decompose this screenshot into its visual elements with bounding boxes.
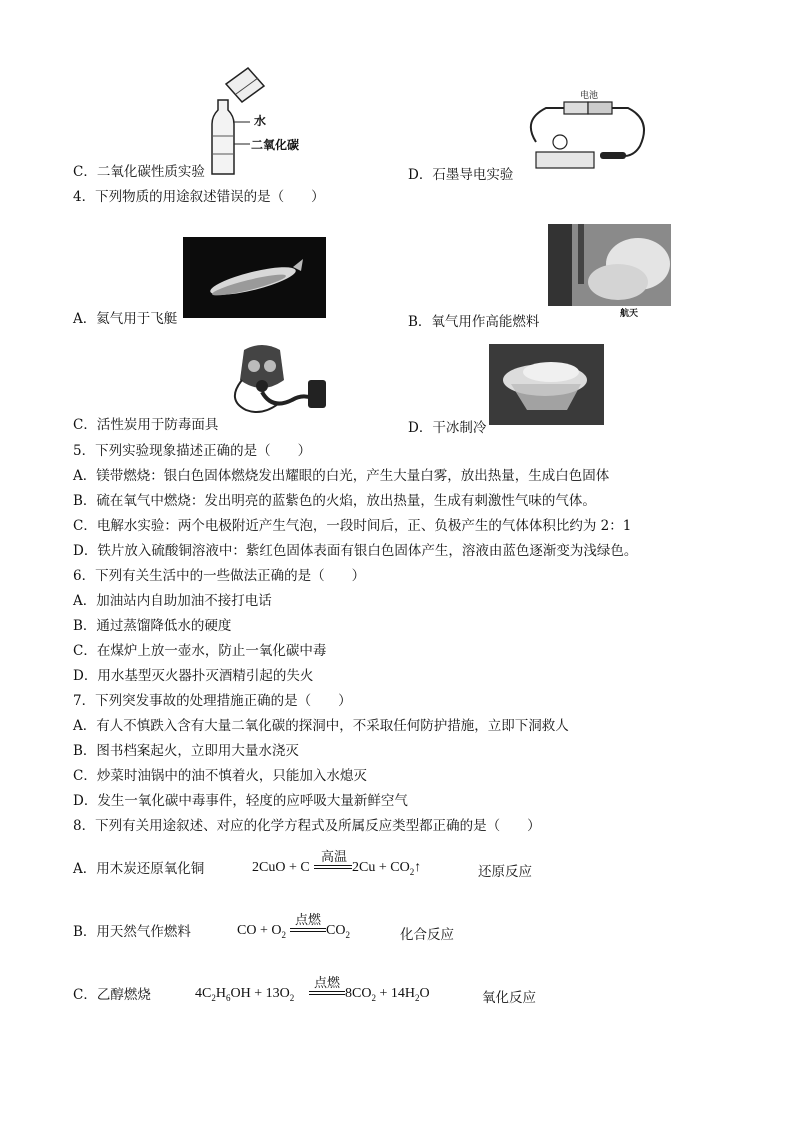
q5-option-a: A．镁带燃烧：银白色固体燃烧发出耀眼的白光，产生大量白雾，放出热量，生成白色固体 <box>73 468 610 484</box>
q8-a-lhs: 2CuO + C <box>252 860 310 875</box>
q8-c-arrow-top <box>309 991 345 992</box>
q8-c-rhs-a: 8CO <box>345 986 372 1001</box>
q8-b-lhs-main: CO + O <box>237 923 282 938</box>
q8-stem: 8．下列有关用途叙述、对应的化学方程式及所属反应类型都正确的是（ ） <box>73 818 541 834</box>
q8-b-lhs <box>237 923 286 940</box>
caption-bar <box>548 306 671 320</box>
q8-b-rhs-sub: 2 <box>345 929 350 940</box>
q7-option-d: D．发生一氧化碳中毒事件，轻度的应呼吸大量新鲜空气 <box>73 793 408 809</box>
q5-option-b: B．硫在氧气中燃烧：发出明亮的蓝紫色的火焰，放出热量，生成有刺激性气味的气体。 <box>73 493 596 509</box>
co2-experiment-figure <box>206 66 306 178</box>
q8-c-sub2: 6 <box>225 992 231 1003</box>
q6-stem: 6．下列有关生活中的一些做法正确的是（ ） <box>73 568 366 584</box>
q6-option-d: D．用水基型灭火器扑灭酒精引起的失火 <box>73 668 314 684</box>
q8-c-sub1: 2 <box>211 992 216 1003</box>
q5-option-c: C．电解水实验：两个电极附近产生气泡，一段时间后，正、负极产生的气体体积比约为 2：1 <box>73 518 632 534</box>
q3-option-c: C．二氧化碳性质实验 <box>73 164 205 180</box>
q8-c-lhs <box>195 986 294 1003</box>
q8-b-arrow-top <box>290 928 326 929</box>
q8-c-lhs-b: H <box>215 986 226 1001</box>
q8-option-b-label: B．用天然气作燃料 <box>73 924 191 940</box>
q8-a-condition: 高温 <box>320 850 347 865</box>
q8-c-rhs-c: O <box>419 986 430 1001</box>
q8-c-condition: 点燃 <box>313 976 340 991</box>
q8-b-arrow-bottom <box>290 931 326 932</box>
q8-a-reaction-type: 还原反应 <box>478 864 532 880</box>
q8-b-rhs <box>326 923 350 940</box>
q8-c-lhs-a: 4C <box>195 986 212 1001</box>
q8-c-rhs <box>345 986 430 1003</box>
q8-c-reaction-type: 氧化反应 <box>482 990 536 1006</box>
q7-stem: 7．下列突发事故的处理措施正确的是（ ） <box>73 693 352 709</box>
q4-option-b: B．氧气用作高能燃料 <box>408 314 540 330</box>
q8-a-arrow-bottom <box>314 868 352 869</box>
q4-option-c: C．活性炭用于防毒面具 <box>73 417 219 433</box>
q8-a-rhs-sub: 2 <box>409 866 415 877</box>
q8-b-reaction-type: 化合反应 <box>400 927 454 943</box>
q4-option-d: D．干冰制冷 <box>408 420 487 436</box>
q3-option-d: D．石墨导电实验 <box>408 167 514 183</box>
q4-option-a: A．氦气用于飞艇 <box>73 311 178 327</box>
rocket-launch-photo <box>548 224 671 320</box>
q7-option-c: C．炒菜时油锅中的油不慎着火，只能加入水熄灭 <box>73 768 367 784</box>
graphite-conductivity-figure <box>516 90 656 176</box>
q6-option-c: C．在煤炉上放一壶水，防止一氧化碳中毒 <box>73 643 327 659</box>
q8-c-lhs-c: OH + 13O <box>230 986 290 1001</box>
q6-option-b: B．通过蒸馏降低水的硬度 <box>73 618 232 634</box>
q6-option-a: A．加油站内自助加油不接打电话 <box>73 593 272 609</box>
gas-mask-photo <box>222 340 332 420</box>
q8-c-sub5: 2 <box>414 992 420 1003</box>
water-label: 水 <box>254 114 267 128</box>
q7-option-b: B．图书档案起火，立即用大量水浇灭 <box>73 743 299 759</box>
q8-a-rhs <box>352 860 421 877</box>
q8-a-rhs-main: 2Cu + CO <box>352 860 410 875</box>
q8-c-arrow-bottom <box>309 994 345 995</box>
dry-ice-photo <box>489 344 604 425</box>
q8-c-sub3: 2 <box>289 992 295 1003</box>
battery-label: 电池 <box>580 91 599 101</box>
q8-a-gas-arrow: ↑ <box>414 860 422 875</box>
q8-c-rhs-b: + 14H <box>375 986 415 1001</box>
airship-photo <box>183 237 326 318</box>
q8-b-condition: 点燃 <box>294 913 321 928</box>
q8-a-arrow-top <box>314 865 352 866</box>
q8-option-c-label: C．乙醇燃烧 <box>73 987 151 1003</box>
q8-c-sub4: 2 <box>371 992 376 1003</box>
q8-option-a-label: A．用木炭还原氧化铜 <box>73 861 205 877</box>
q4-stem: 4．下列物质的用途叙述错误的是（ ） <box>73 189 325 205</box>
q5-stem: 5．下列实验现象描述正确的是（ ） <box>73 443 312 459</box>
rocket-photo-caption: 航天 <box>620 309 639 319</box>
q5-option-d: D．铁片放入硫酸铜溶液中：紫红色固体表面有银白色固体产生，溶液由蓝色逐渐变为浅绿色。 <box>73 543 638 559</box>
co2-label: 二氧化碳 <box>251 138 300 152</box>
q8-b-lhs-sub: 2 <box>281 929 286 940</box>
q8-b-rhs-main: CO <box>326 923 346 938</box>
q7-option-a: A．有人不慎跌入含有大量二氧化碳的探洞中，不采取任何防护措施，立即下洞救人 <box>73 718 569 734</box>
